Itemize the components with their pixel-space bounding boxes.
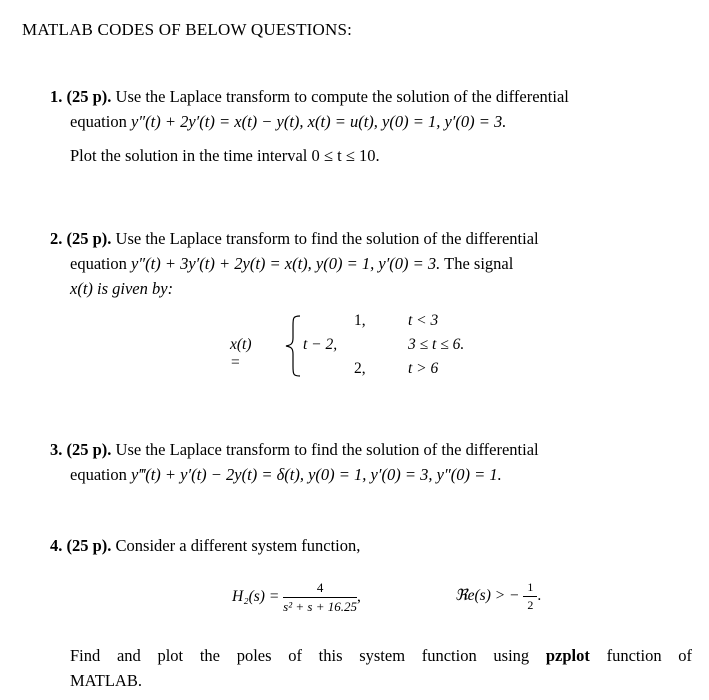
question-2-equation-prefix: equation xyxy=(70,254,131,273)
question-2-number: 2. xyxy=(50,229,63,248)
question-2 xyxy=(50,226,692,301)
question-3-text: Use the Laplace transform to find the solution of the differential xyxy=(115,440,539,459)
question-1-plot-instruction: Plot the solution in the time interval 0 ≤ t ≤ 10. xyxy=(70,146,380,165)
question-1-equation: y″(t) + 2y′(t) = x(t) − y(t), x(t) = u(t), y(0) = 1, y′(0) = 3. xyxy=(130,112,507,131)
question-2-text: Use the Laplace transform to find the solution of the differential xyxy=(115,229,539,248)
question-4-number: 4. xyxy=(50,536,63,555)
piecewise-value-1: 1, xyxy=(354,312,366,329)
question-2-signal-intro: x(t) is given by: xyxy=(70,279,174,298)
question-4-find-text: Find and plot the poles of this system function using xyxy=(70,646,530,665)
piecewise-value-3: 2, xyxy=(354,360,366,377)
question-3-points: (25 p). xyxy=(66,440,112,459)
left-brace-icon xyxy=(284,314,302,378)
question-2-equation: y″(t) + 3y′(t) + 2y(t) = x(t), y(0) = 1, y′(0) = 3. xyxy=(130,254,441,273)
question-4-find-text-end: function of xyxy=(606,646,693,665)
piecewise-condition-1: t < 3 xyxy=(408,312,439,329)
system-function-comma: , xyxy=(356,588,361,606)
question-3-equation: y‴(t) + y′(t) − 2y(t) = δ(t), y(0) = 1, y′(0) = 3, y″(0) = 1. xyxy=(130,465,502,484)
roc-numerator: 1 xyxy=(523,580,537,597)
roc-denominator: 2 xyxy=(527,598,534,612)
piecewise-lhs: x(t) = xyxy=(230,336,252,371)
document-header: MATLAB CODES OF BELOW QUESTIONS: xyxy=(22,20,353,39)
piecewise-value-2: t − 2, xyxy=(303,336,338,353)
question-1-points: (25 p). xyxy=(66,87,112,106)
question-1-number: 1. xyxy=(50,87,63,106)
question-4-instruction xyxy=(70,643,692,693)
system-function xyxy=(232,580,361,615)
system-function-fraction xyxy=(283,580,357,615)
question-3-equation-prefix: equation xyxy=(70,465,131,484)
question-2-equation-suffix: The signal xyxy=(440,254,514,273)
question-4-points: (25 p). xyxy=(66,536,112,555)
question-1-equation-prefix: equation xyxy=(70,112,131,131)
pzplot-function-name: pzplot xyxy=(545,646,590,665)
question-4 xyxy=(50,533,692,558)
question-3-number: 3. xyxy=(50,440,63,459)
question-2-points: (25 p). xyxy=(66,229,112,248)
question-4-text: Consider a different system function, xyxy=(115,536,361,555)
roc-text: ℜe(s) > − xyxy=(455,587,520,605)
question-3 xyxy=(50,437,692,487)
question-1-text: Use the Laplace transform to compute the solution of the differential xyxy=(115,87,569,106)
system-function-denominator: s² + s + 16.25 xyxy=(283,599,357,614)
question-1 xyxy=(50,84,692,134)
question-4-last-line: MATLAB. xyxy=(70,671,142,690)
piecewise-condition-3: t > 6 xyxy=(408,360,439,377)
region-of-convergence xyxy=(455,580,541,613)
roc-period: . xyxy=(537,587,542,605)
roc-fraction xyxy=(523,580,537,613)
piecewise-condition-2: 3 ≤ t ≤ 6. xyxy=(408,336,465,353)
system-function-lhs: H₂(s) = xyxy=(232,588,280,606)
system-function-numerator: 4 xyxy=(283,580,357,598)
